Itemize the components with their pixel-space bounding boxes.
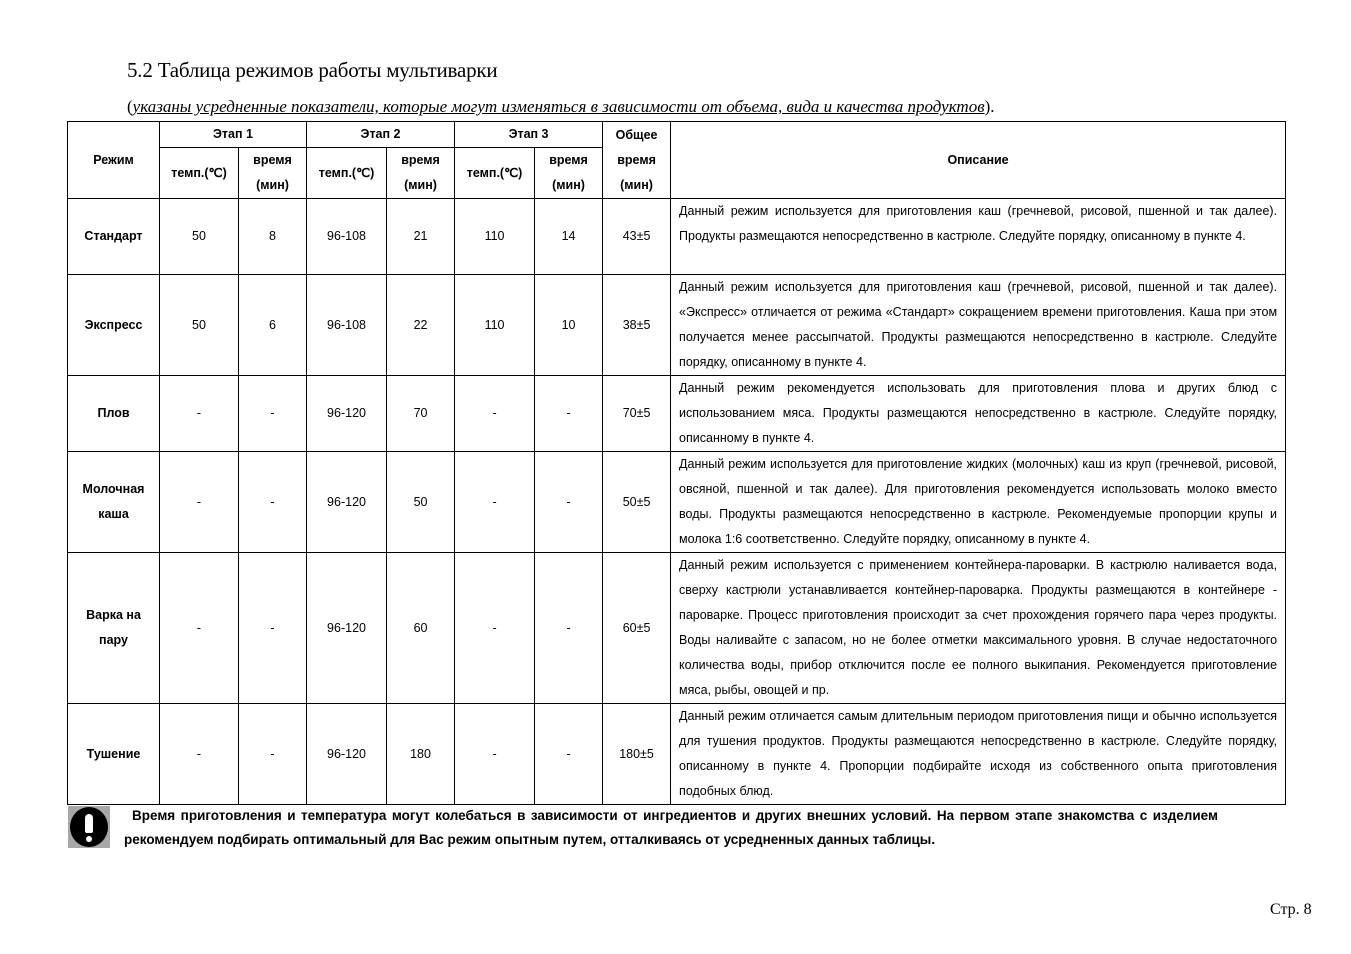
section-heading: 5.2 Таблица режимов работы мультиварки bbox=[127, 58, 498, 82]
stage-2-time: 50 bbox=[387, 452, 455, 553]
stage-1-time: 8 bbox=[239, 199, 307, 275]
total-time: 180±5 bbox=[603, 704, 671, 805]
stage-1-time: - bbox=[239, 452, 307, 553]
header-stage-2-temp: темп.(℃) bbox=[307, 148, 387, 199]
stage-1-time: - bbox=[239, 376, 307, 452]
total-time: 38±5 bbox=[603, 275, 671, 376]
stage-3-temp: 110 bbox=[455, 275, 535, 376]
mode-description: Данный режим используется для приготовления каш (гречневой, рисовой, пшенной и так далее). «Экспресс» отличается от режима «Стандарт» сокращением времени приготовления. Каша при этом получается менее рассыпчатой. Продукты размещаются непосредственно в кастрюле. Следуйте порядку, описанному в пункте 4. bbox=[671, 275, 1286, 376]
stage-1-temp: - bbox=[160, 553, 239, 704]
stage-3-temp: - bbox=[455, 704, 535, 805]
stage-1-temp: - bbox=[160, 452, 239, 553]
stage-2-temp: 96-120 bbox=[307, 553, 387, 704]
stage-1-temp: 50 bbox=[160, 199, 239, 275]
header-stage-3: Этап 3 bbox=[455, 122, 603, 148]
stage-3-temp: - bbox=[455, 452, 535, 553]
exclamation-warning-icon bbox=[68, 806, 110, 848]
table-row bbox=[68, 704, 1286, 805]
header-stage-3-time: время (мин) bbox=[535, 148, 603, 199]
table-row bbox=[68, 376, 1286, 452]
stage-3-time: 14 bbox=[535, 199, 603, 275]
header-stage-1-temp: темп.(℃) bbox=[160, 148, 239, 199]
stage-2-time: 180 bbox=[387, 704, 455, 805]
stage-1-time: 6 bbox=[239, 275, 307, 376]
header-stage-2: Этап 2 bbox=[307, 122, 455, 148]
stage-3-temp: 110 bbox=[455, 199, 535, 275]
mode-name: Молочная каша bbox=[68, 452, 160, 553]
stage-3-time: - bbox=[535, 553, 603, 704]
mode-name: Стандарт bbox=[68, 199, 160, 275]
header-stage-2-time: время (мин) bbox=[387, 148, 455, 199]
stage-1-temp: 50 bbox=[160, 275, 239, 376]
stage-2-time: 22 bbox=[387, 275, 455, 376]
mode-description: Данный режим используется с применением контейнера-пароварки. В кастрюлю наливается вода, сверху кастрюли устанавливается контейнер-пароварка. Продукты размещаются в контейнере - пароварке. Процесс приготовления происходит за счет прохождения горячего пара через продукты. Воды наливайте с запасом, но не более отметки максимального уровня. В случае недостаточного количества воды, прибор отключится после ее полного выкипания. Рекомендуется приготовление мяса, рыбы, овощей и пр. bbox=[671, 553, 1286, 704]
page-number: Стр. 8 bbox=[1270, 901, 1312, 918]
mode-description: Данный режим рекомендуется использовать для приготовления плова и других блюд с использованием мяса. Продукты размещаются непосредственно в кастрюле. Следуйте порядку, описанному в пункте 4. bbox=[671, 376, 1286, 452]
mode-description: Данный режим отличается самым длительным периодом приготовления пищи и обычно используется для тушения продуктов. Продукты размещаются непосредственно в кастрюле. Следуйте порядку, описанному в пункте 4. Пропорции подбирайте исходя из собственного опыта приготовления подобных блюд. bbox=[671, 704, 1286, 805]
total-time: 50±5 bbox=[603, 452, 671, 553]
stage-1-time: - bbox=[239, 553, 307, 704]
stage-3-time: - bbox=[535, 452, 603, 553]
table-subtitle bbox=[127, 97, 995, 117]
subtitle-open-paren: ( bbox=[127, 97, 133, 116]
header-stage-1-time: время (мин) bbox=[239, 148, 307, 199]
stage-2-temp: 96-108 bbox=[307, 275, 387, 376]
subtitle-close-paren: ). bbox=[984, 97, 995, 116]
mode-name: Плов bbox=[68, 376, 160, 452]
mode-description: Данный режим используется для приготовления каш (гречневой, рисовой, пшенной и так далее). Продукты размещаются непосредственно в кастрюле. Следуйте порядку, описанному в пункте 4. bbox=[671, 199, 1286, 275]
header-stage-3-temp: темп.(℃) bbox=[455, 148, 535, 199]
table-row bbox=[68, 199, 1286, 275]
mode-name: Экспресс bbox=[68, 275, 160, 376]
total-time: 60±5 bbox=[603, 553, 671, 704]
stage-2-temp: 96-120 bbox=[307, 376, 387, 452]
stage-3-time: - bbox=[535, 376, 603, 452]
stage-3-time: - bbox=[535, 704, 603, 805]
stage-2-time: 21 bbox=[387, 199, 455, 275]
stage-3-temp: - bbox=[455, 376, 535, 452]
header-mode: Режим bbox=[68, 122, 160, 199]
stage-1-temp: - bbox=[160, 704, 239, 805]
header-description: Описание bbox=[671, 122, 1286, 199]
cooking-modes-table bbox=[67, 121, 1286, 805]
mode-name: Тушение bbox=[68, 704, 160, 805]
table-row bbox=[68, 452, 1286, 553]
stage-2-temp: 96-120 bbox=[307, 452, 387, 553]
stage-2-temp: 96-108 bbox=[307, 199, 387, 275]
total-time: 43±5 bbox=[603, 199, 671, 275]
warning-text: Время приготовления и температура могут колебаться в зависимости от ингредиентов и других внешних условий. На первом этапе знакомства с изделием рекомендуем подбирать оптимальный для Вас режим опытным путем, отталкиваясь от усредненных данных таблицы. bbox=[124, 808, 1218, 847]
stage-3-temp: - bbox=[455, 553, 535, 704]
header-total-time: Общее время (мин) bbox=[603, 122, 671, 199]
header-stage-1: Этап 1 bbox=[160, 122, 307, 148]
stage-2-time: 60 bbox=[387, 553, 455, 704]
stage-2-time: 70 bbox=[387, 376, 455, 452]
stage-1-temp: - bbox=[160, 376, 239, 452]
mode-description: Данный режим используется для приготовление жидких (молочных) каш из круп (гречневой, рисовой, овсяной, пшенной и так далее). Для приготовления рекомендуется использовать молоко вместо воды. Продукты размещаются непосредственно в кастрюле. Рекомендуемые пропорции крупы и молока 1:6 соответственно. Следуйте порядку, описанному в пункте 4. bbox=[671, 452, 1286, 553]
stage-3-time: 10 bbox=[535, 275, 603, 376]
table-row bbox=[68, 553, 1286, 704]
stage-1-time: - bbox=[239, 704, 307, 805]
stage-2-temp: 96-120 bbox=[307, 704, 387, 805]
total-time: 70±5 bbox=[603, 376, 671, 452]
subtitle-note: указаны усредненные показатели, которые могут изменяться в зависимости от объема, вида и качества продуктов bbox=[132, 97, 985, 116]
table-row bbox=[68, 275, 1286, 376]
mode-name: Варка на пару bbox=[68, 553, 160, 704]
